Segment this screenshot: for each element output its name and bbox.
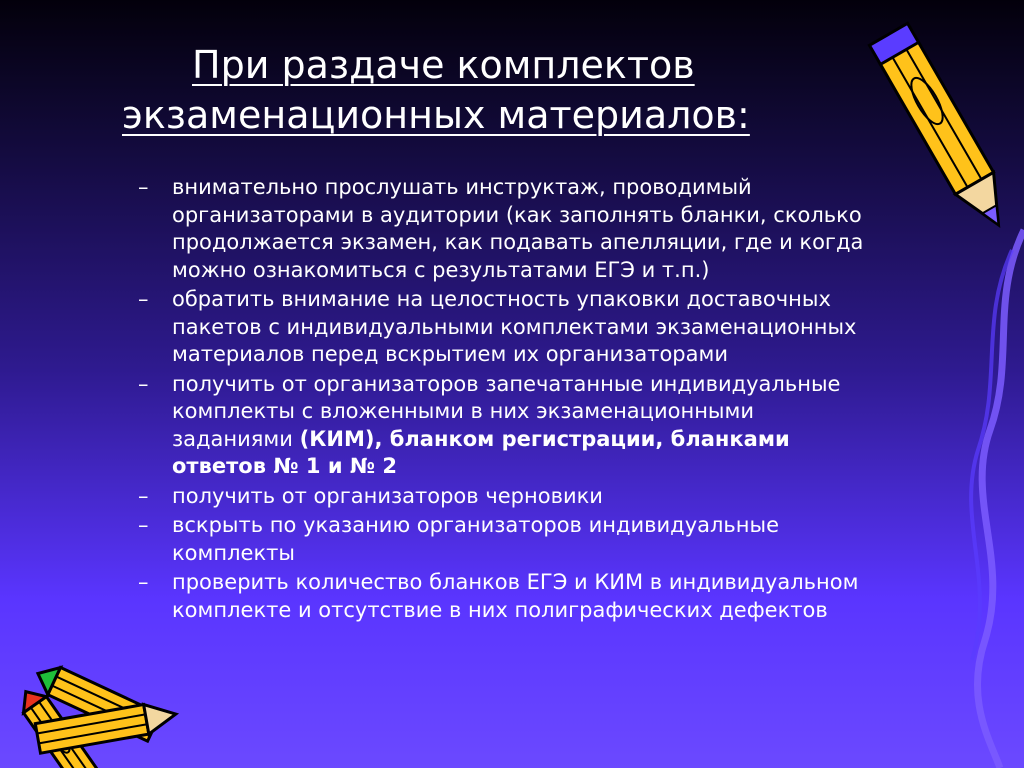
slide-title — [122, 40, 842, 140]
list-item — [138, 512, 878, 567]
bullet-bold-text: (КИМ), бланком регистрации, бланками ответов № 1 и № 2 — [172, 426, 790, 478]
bullet-dash: – — [138, 371, 149, 396]
list-item — [138, 371, 878, 481]
bullet-text: обратить внимание на целостность упаковки доставочных пакетов с индивидуальными комплектами экзаменационных материалов перед вскрытием их организаторами — [172, 287, 857, 366]
list-item — [138, 483, 878, 511]
bullet-dash: – — [138, 483, 149, 508]
bullet-list — [138, 174, 878, 626]
bullet-text: внимательно прослушать инструктаж, проводимый организаторами в аудитории (как заполнять бланки, сколько продолжается экзамен, как подавать апелляции, где и когда можно ознакомиться с результатами ЕГЭ и т.п.) — [172, 175, 864, 282]
bullet-text: вскрыть по указанию организаторов индивидуальные комплекты — [172, 513, 780, 565]
list-item — [138, 569, 878, 624]
bullet-dash: – — [138, 570, 149, 594]
bullet-dash: – — [138, 175, 149, 199]
bullet-dash: – — [138, 513, 149, 537]
list-item — [138, 174, 878, 284]
title-line-2: экзаменационных материалов: — [122, 93, 750, 137]
list-item — [138, 286, 878, 369]
bullet-text: получить от организаторов запечатанные индивидуальные комплекты с вложенными в них экзаменационными заданиями — [172, 371, 841, 451]
title-line-1: При раздаче комплектов — [192, 43, 695, 87]
bullet-text: получить от организаторов черновики — [172, 483, 603, 508]
bullet-text: проверить количество бланков ЕГЭ и КИМ в индивидуальном комплекте и отсутствие в них полиграфических дефектов — [172, 570, 859, 622]
bullet-dash: – — [138, 287, 149, 311]
